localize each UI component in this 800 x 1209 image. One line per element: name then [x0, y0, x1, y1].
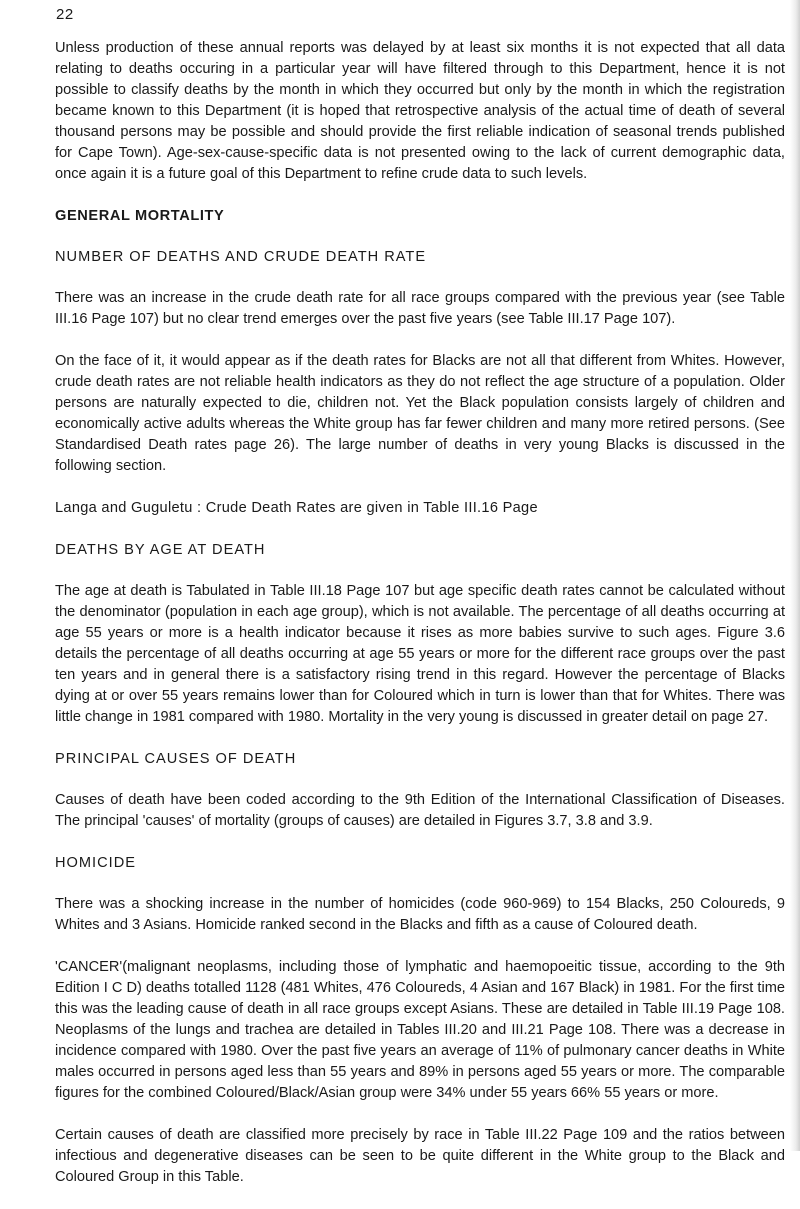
document-body	[55, 38, 785, 1209]
deaths-by-age-paragraph: The age at death is Tabulated in Table III.18 Page 107 but age specific death rates cannot be calculated without the denominator (population in each age group), which is not available. The percentage of all deaths occurring at age 55 years or more is a health indicator because it rises as more babies survive to such ages. Figure 3.6 details the percentage of all deaths occurring at age 55 years or more for the different race groups over the past ten years and in general there is a satisfactory rising trend in this regard. However the percentage of Blacks dying at or over 55 years remains lower than for Coloured which in turn is lower than that for Whites. There was little change in 1981 compared with 1980. Mortality in the very young is discussed in greater detail on page 27.	[55, 583, 785, 725]
certain-causes-paragraph: Certain causes of death are classified more precisely by race in Table III.22 Page 109 and the ratios between infectious and degenerative diseases can be seen to be quite different in the White group to the Black and Coloured Group in this Table.	[55, 1127, 785, 1185]
cancer-paragraph: 'CANCER'(malignant neoplasms, including those of lymphatic and haemopoeitic tissue, according to the 9th Edition I C D) deaths totalled 1128 (481 Whites, 476 Coloureds, 4 Asian and 167 Black) in 1981. For the first time this was the leading cause of death in all race groups except Asians. These are detailed in Table III.19 Page 108. Neoplasms of the lungs and trachea are detailed in Tables III.20 and III.21 Page 108. There was a decrease in incidence compared with 1980. Over the past five years an average of 11% of pulmonary cancer deaths in White males occurred in persons aged less than 55 years and 89% in persons aged 55 years or more. The comparable figures for the combined Coloured/Black/Asian group were 34% under 55 years 66% 55 years or more.	[55, 959, 785, 1101]
general-mortality-heading: GENERAL MORTALITY	[55, 208, 225, 224]
crude-rate-increase-paragraph: There was an increase in the crude death rate for all race groups compared with the previous year (see Table III.16 Page 107) but no clear trend emerges over the past five years (see Table III.17 Page 107).	[55, 290, 785, 327]
deaths-by-age-heading: DEATHS BY AGE AT DEATH	[55, 542, 266, 558]
homicide-heading: HOMICIDE	[55, 855, 136, 871]
page-edge-shadow	[790, 0, 800, 1151]
page-number: 22	[56, 6, 74, 23]
crude-rate-comparison-paragraph: On the face of it, it would appear as if the death rates for Blacks are not all that different from Whites. However, crude death rates are not reliable health indicators as they do not reflect the age structure of a population. Older persons are naturally expected to die, children not. Yet the Black population consists largely of children and economically active adults whereas the White group has far fewer children and many more retired persons. (See Standardised Death rates page 26). The large number of deaths in very young Blacks is discussed in the following section.	[55, 353, 785, 474]
homicide-paragraph: There was a shocking increase in the number of homicides (code 960-969) to 154 Blacks, 250 Coloureds, 9 Whites and 3 Asians. Homicide ranked second in the Blacks and fifth as a cause of Coloured death.	[55, 896, 785, 933]
principal-causes-paragraph: Causes of death have been coded according to the 9th Edition of the International Classification of Diseases. The principal 'causes' of mortality (groups of causes) are detailed in Figures 3.7, 3.8 and 3.9.	[55, 792, 785, 829]
principal-causes-heading: PRINCIPAL CAUSES OF DEATH	[55, 751, 297, 767]
intro-paragraph: Unless production of these annual reports was delayed by at least six months it is not expected that all data relating to deaths occuring in a particular year will have filtered through to this Department, hence it is not possible to classify deaths by the month in which they occurred but only by the month in which the registration became known to this Department (it is hoped that retrospective analysis of the actual time of death of several thousand persons may be possible and should provide the first reliable indication of seasonal trends published for Cape Town). Age-sex-cause-specific data is not presented owing to the lack of current demographic data, once again it is a future goal of this Department to refine crude data to such levels.	[55, 40, 785, 182]
langa-guguletu-line: Langa and Guguletu : Crude Death Rates are given in Table III.16 Page	[55, 500, 538, 516]
number-of-deaths-heading: NUMBER OF DEATHS AND CRUDE DEATH RATE	[55, 249, 427, 265]
